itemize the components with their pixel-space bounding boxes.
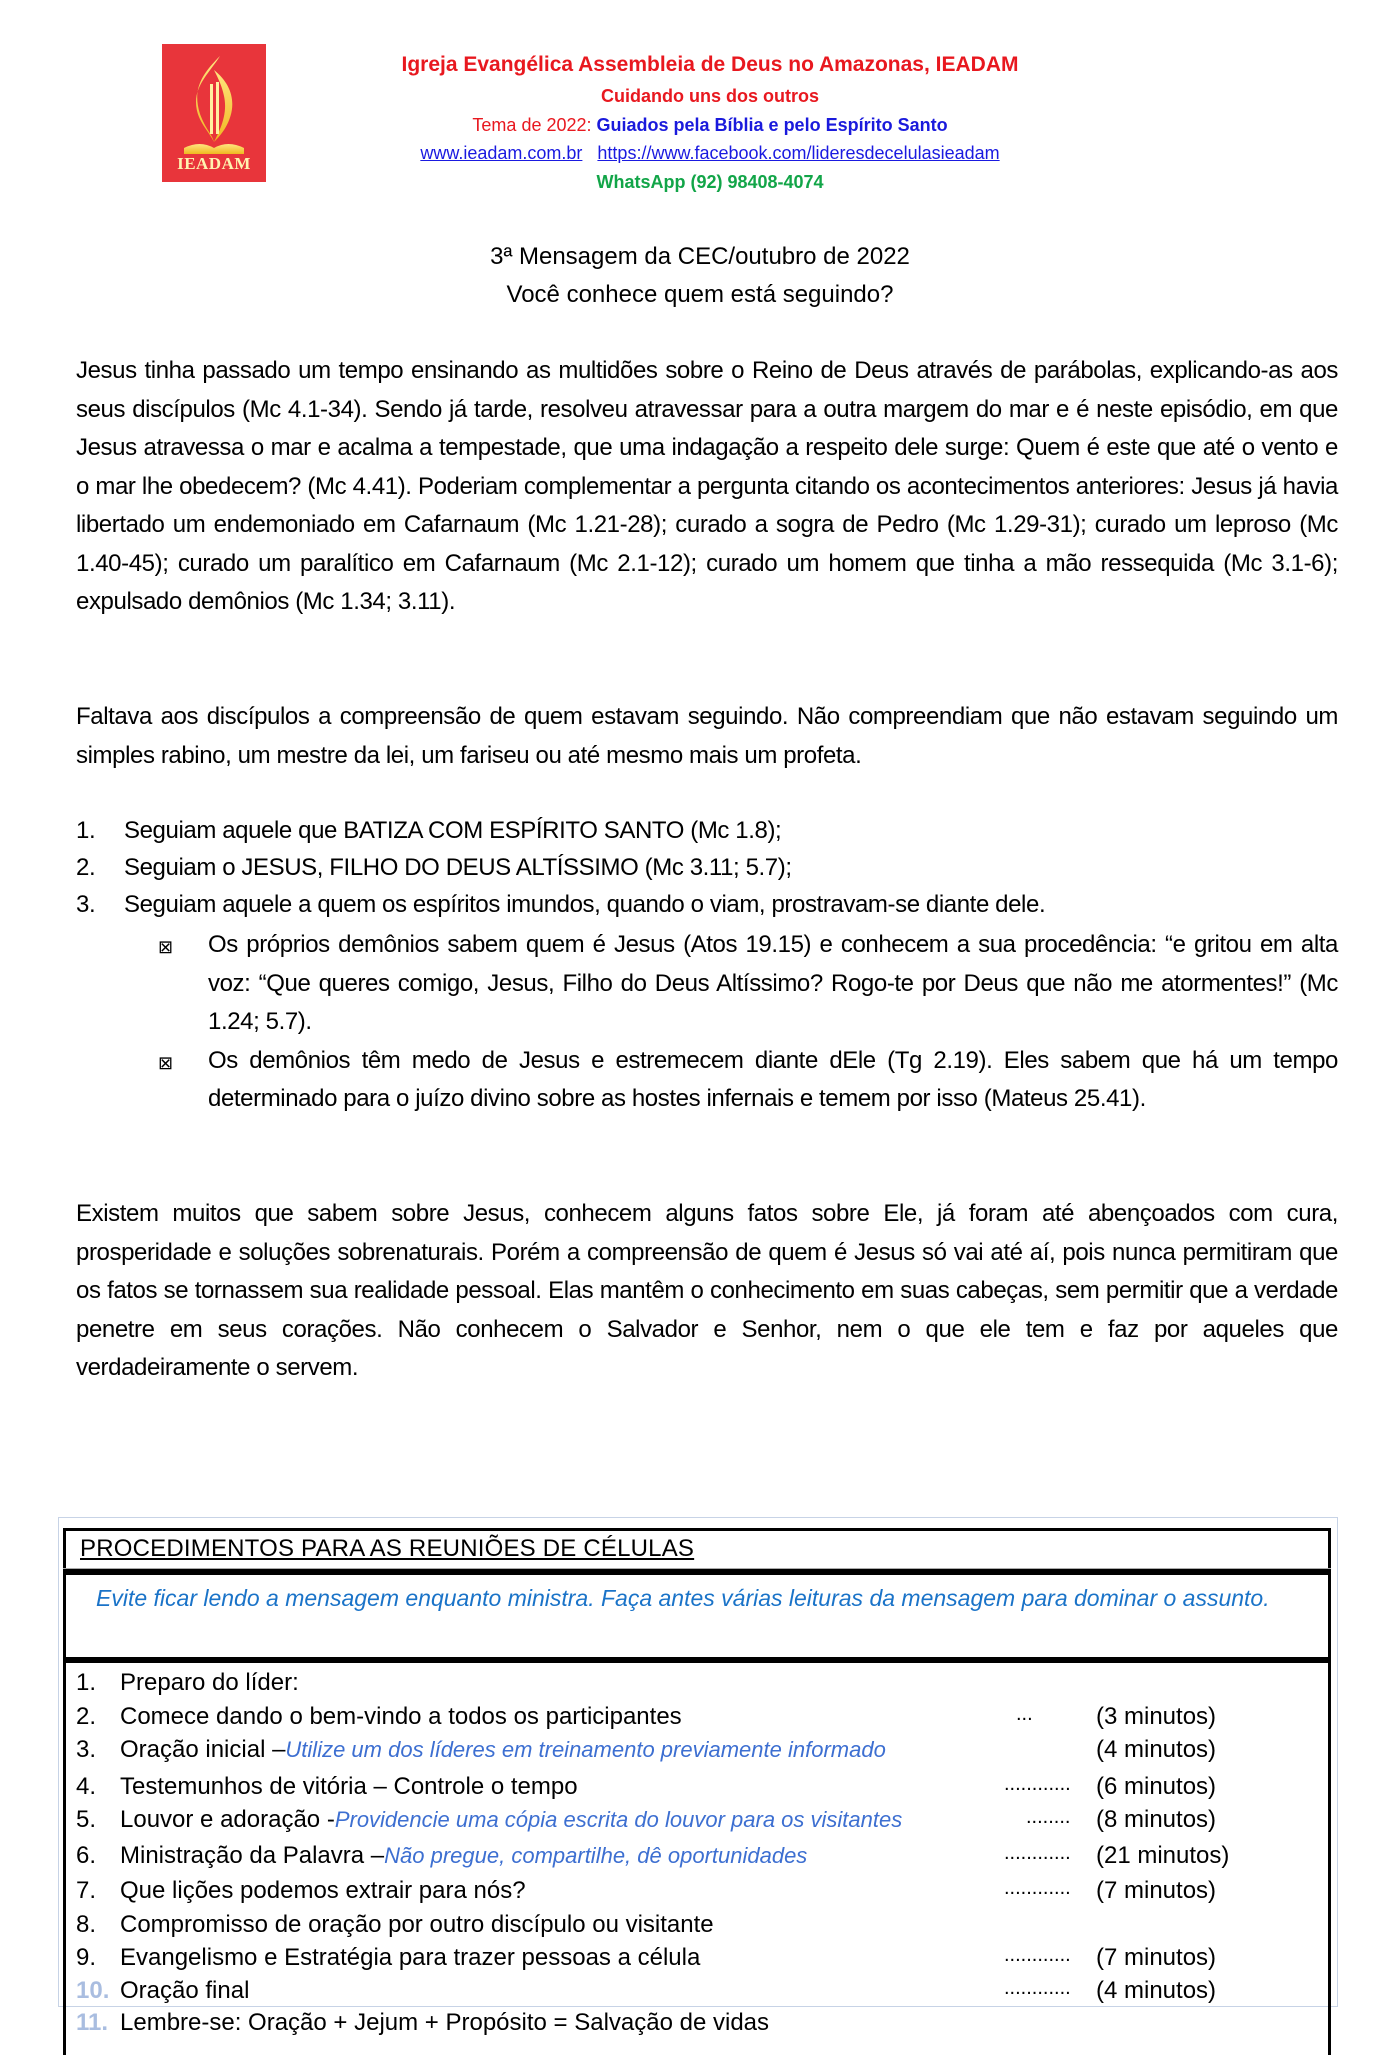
numbered-list [76,812,1338,923]
row-number: 8. [76,1911,97,1938]
bullet-item [158,926,1338,1042]
item-text: Seguiam o JESUS, FILHO DO DEUS ALTÍSSIMO (Mc 3.11; 5.7); [124,854,792,881]
numbered-item [76,849,1338,886]
procedure-row [66,1911,1328,1939]
row-text: Que lições podemos extrair para nós? [120,1877,526,1904]
procedure-row [66,1877,1328,1905]
row-time: (6 minutos) [1096,1773,1217,1800]
row-time: (8 minutos) [1096,1806,1217,1833]
procedures-list [63,1663,1331,2055]
theme-label: Tema de 2022: [472,115,597,135]
procedure-row [66,1977,1328,2005]
theme-line [300,115,1120,136]
row-number: 3. [76,1736,97,1763]
row-number: 11. [76,2009,109,2036]
row-number: 6. [76,1842,97,1869]
procedure-row [66,1736,1328,1764]
paragraph-1: Jesus tinha passado um tempo ensinando as multidões sobre o Reino de Deus através de parábolas, explicando-as aos seus discípulos (Mc 4.1-34). Sendo já tarde, resolveu atravessar para a outra margem do mar e é neste episódio, em que Jesus atravessa o mar e acalma a tempestade, que uma indagação a respeito dele surge: Quem é este que até o vento e o mar lhe obedecem? (Mc 4.41). Poderiam complementar a pergunta citando os acontecimentos anteriores: Jesus já havia libertado um endemoniado em Cafarnaum (Mc 1.21-28); curado a sogra de Pedro (Mc 1.29-31); curado um leproso (Mc 1.40-45); curado um paralítico em Cafarnaum (Mc 2.1-12); curado um homem que tinha a mão ressequida (Mc 3.1-6); expulsado demônios (Mc 1.34; 3.11). [76,357,1338,615]
motto: Cuidando uns dos outros [601,86,819,106]
row-dots: ........ [1026,1806,1071,1828]
links-line [300,143,1120,164]
message-title: 3ª Mensagem da CEC/outubro de 2022 [490,243,910,270]
procedure-row [66,1773,1328,1801]
procedure-row [66,1703,1328,1731]
paragraph-3: Existem muitos que sabem sobre Jesus, conhecem alguns fatos sobre Ele, já foram até abençoados com cura, prosperidade e soluções sobrenaturais. Porém a compreensão de quem é Jesus só vai até aí, pois nunca permitiram que os fatos se tornassem sua realidade pessoal. Elas mantêm o conhecimento em suas cabeças, sem permitir que a verdade penetre em seus corações. Não conhecem o Salvador e Senhor, nem o que ele tem e faz por aqueles que verdadeiramente o servem. [76,1200,1338,1381]
item-number: 1. [76,817,96,844]
row-dots: ............ [1004,1877,1071,1899]
row-text: Ministração da Palavra – [120,1842,385,1869]
bullet-item [158,1042,1338,1119]
procedures-heading: PROCEDIMENTOS PARA AS REUNIÕES DE CÉLULAS [80,1535,695,1562]
item-text: Seguiam aquele que BATIZA COM ESPÍRITO SANTO (Mc 1.8); [124,817,782,844]
row-number: 10. [76,1977,110,2004]
row-number: 2. [76,1703,97,1730]
website-link[interactable]: www.ieadam.com.br [420,143,583,163]
bullet-list [158,926,1338,1119]
row-time: (7 minutos) [1096,1877,1217,1904]
row-text: Lembre-se: Oração + Jejum + Propósito = Salvação de vidas [120,2009,770,2036]
item-number: 3. [76,891,96,918]
row-number: 4. [76,1773,97,1800]
row-time: (4 minutos) [1096,1977,1217,2004]
checkbox-glyph-icon: ⊠ [158,1052,173,1073]
message-subtitle: Você conhece quem está seguindo? [506,281,894,308]
whatsapp-contact: WhatsApp (92) 98408-4074 [596,172,824,192]
row-text: Louvor e adoração - [120,1806,335,1833]
row-number: 1. [76,1669,97,1696]
row-hint: Não pregue, compartilhe, dê oportunidades [384,1843,808,1868]
theme-value: Guiados pela Bíblia e pelo Espírito Santo [596,115,948,135]
procedure-row [66,1842,1328,1870]
row-text: Evangelismo e Estratégia para trazer pessoas a célula [120,1944,701,1971]
row-time: (7 minutos) [1096,1944,1217,1971]
facebook-link[interactable]: https://www.facebook.com/lideresdecelulasieadam [597,143,1000,163]
row-dots: ............ [1004,1842,1071,1864]
row-number: 5. [76,1806,97,1833]
numbered-item [76,886,1338,923]
row-number: 7. [76,1877,97,1904]
item-text: Seguiam aquele a quem os espíritos imundos, quando o viam, prostravam-se diante dele. [124,891,1046,918]
row-number: 9. [76,1944,97,1971]
procedure-row [66,1669,1328,1697]
church-name: Igreja Evangélica Assembleia de Deus no Amazonas, IEADAM [401,53,1019,76]
row-text: Comece dando o bem-vindo a todos os participantes [120,1703,682,1730]
procedure-row [66,2009,1328,2037]
procedures-note: Evite ficar lendo a mensagem enquanto ministra. Faça antes várias leituras da mensagem para dominar o assunto. [63,1569,1331,1663]
row-text: Preparo do líder: [120,1669,299,1696]
paragraph-2: Faltava aos discípulos a compreensão de quem estavam seguindo. Não compreendiam que não estavam seguindo um simples rabino, um mestre da lei, um fariseu ou até mesmo mais um profeta. [76,703,1338,769]
row-dots: ............ [1004,1977,1071,1999]
logo-text: IEADAM [177,154,251,173]
row-time: (21 minutos) [1096,1842,1230,1869]
row-text: Testemunhos de vitória – Controle o tempo [120,1773,578,1800]
ieadam-logo [162,44,266,182]
bullet-text: Os demônios têm medo de Jesus e estremecem diante dEle (Tg 2.19). Eles sabem que há um tempo determinado para o juízo divino sobre as hostes infernais e temem por isso (Mateus 25.41). [208,1046,1338,1112]
item-number: 2. [76,854,96,881]
row-hint: Providencie uma cópia escrita do louvor para os visitantes [334,1807,903,1832]
row-text: Oração inicial – [120,1736,286,1763]
procedures-box [63,1528,1331,2055]
checkbox-glyph-icon: ⊠ [158,937,173,957]
row-dots: ............ [1004,1773,1071,1795]
numbered-item [76,812,1338,849]
procedures-header [63,1528,1331,1568]
row-hint: Utilize um dos líderes em treinamento previamente informado [285,1737,886,1762]
row-dots: ... [1016,1703,1033,1725]
row-text: Oração final [120,1977,250,2004]
bullet-text: Os próprios demônios sabem quem é Jesus (Atos 19.15) e conhecem a sua procedência: “e gritou em alta voz: “Que queres comigo, Jesus, Filho do Deus Altíssimo? Rogo-te por Deus que não me atormentes!” (Mc 1.24; 5.7). [208,931,1338,1035]
row-time: (4 minutos) [1096,1736,1217,1763]
row-text: Compromisso de oração por outro discípulo ou visitante [120,1911,714,1938]
procedure-row [66,1806,1328,1834]
procedure-row [66,1944,1328,1972]
row-time: (3 minutos) [1096,1703,1217,1730]
row-dots: ............ [1004,1944,1071,1966]
